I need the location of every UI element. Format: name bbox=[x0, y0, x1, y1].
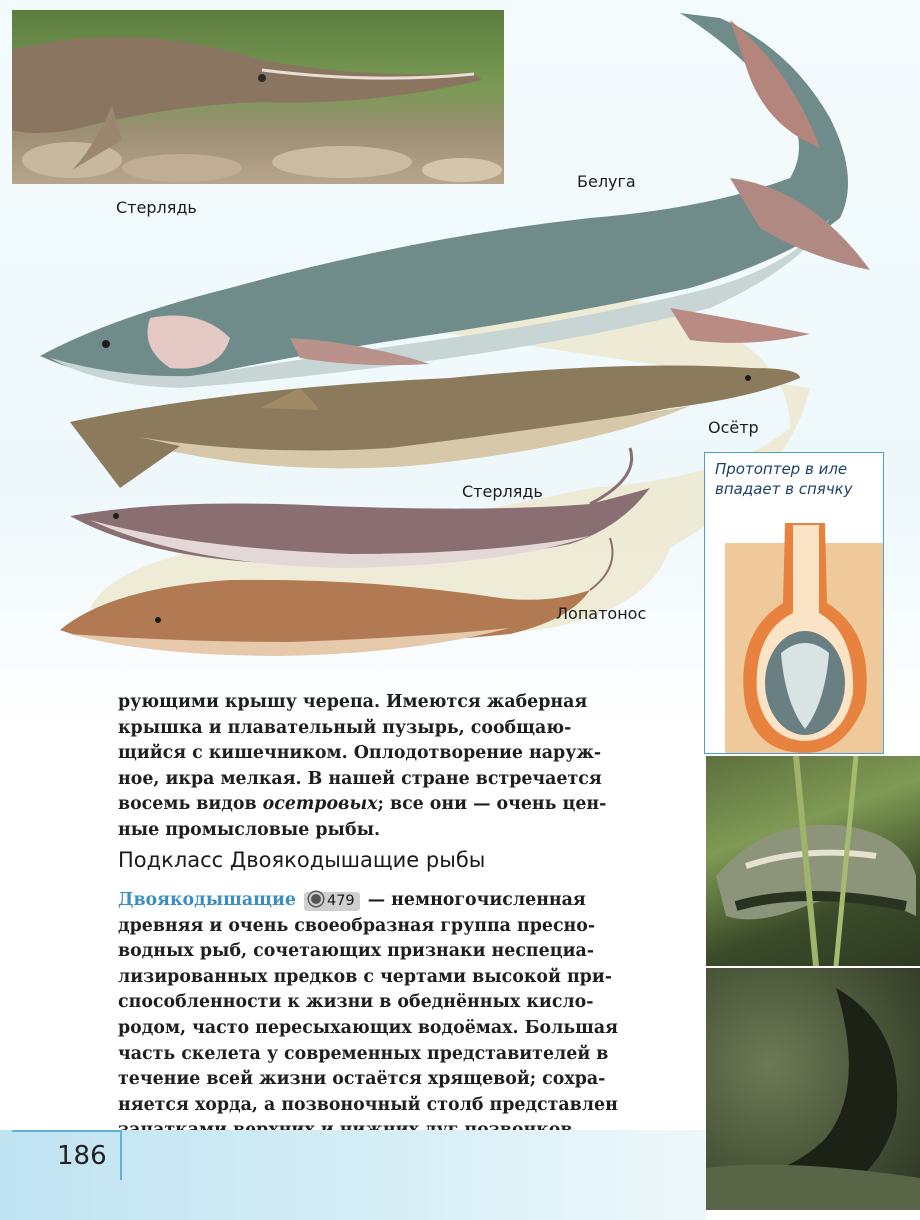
text-line: няется хорда, а позвоночный столб представлен bbox=[118, 1094, 618, 1115]
lungfish-photo bbox=[706, 968, 920, 1210]
burrow-drawing bbox=[705, 503, 883, 753]
text-line: водных рыб, сочетающих признаки неспециа- bbox=[118, 941, 594, 962]
text-line: рующими крышу черепа. Имеются жаберная bbox=[118, 692, 588, 712]
protopterus-caption-line2: впадает в спячку bbox=[715, 480, 853, 498]
text-line: лизированных предков с чертами высокой при- bbox=[118, 966, 612, 987]
text-line bbox=[118, 792, 678, 818]
caption-beluga: Белуга bbox=[577, 172, 636, 191]
term-lungfish: Двоякодышащие bbox=[118, 890, 296, 910]
text-line: часть скелета у современных представителей в bbox=[118, 1043, 609, 1064]
section-title: Подкласс Двоякодышащие рыбы bbox=[118, 848, 486, 872]
protopterus-caption bbox=[715, 459, 853, 499]
text-fragment: восемь видов bbox=[118, 794, 263, 815]
text-fragment: ; все они — очень цен- bbox=[377, 794, 607, 815]
paragraph-sturgeons bbox=[118, 690, 678, 844]
media-icon bbox=[309, 892, 323, 906]
text-line bbox=[118, 888, 678, 914]
page-number: 186 bbox=[57, 1141, 107, 1171]
protopterus-figure bbox=[704, 452, 884, 754]
caption-sterlyad: Стерлядь bbox=[462, 482, 543, 501]
text-line: древняя и очень своеобразная группа пресно- bbox=[118, 915, 596, 936]
lungfish-photo-drawing bbox=[706, 968, 920, 1210]
text-line: течение всей жизни остаётся хрящевой; сохра- bbox=[118, 1069, 606, 1090]
caption-lopatonos: Лопатонос bbox=[556, 604, 647, 623]
media-badge-number: 479 bbox=[326, 893, 355, 909]
text-line: щийся с кишечником. Оплодотворение наруж- bbox=[118, 743, 602, 764]
italic-term: осетровых bbox=[262, 794, 378, 815]
text-line: крышка и плавательный пузырь, сообщаю- bbox=[118, 717, 572, 738]
protopterus-photo bbox=[706, 756, 920, 966]
paragraph-lungfish bbox=[118, 888, 678, 1144]
media-badge[interactable] bbox=[304, 892, 360, 911]
text-line: родом, часто пересыхающих водоёмах. Большая bbox=[118, 1017, 618, 1038]
text-line: способленности к жизни в обеднённых кисло- bbox=[118, 992, 594, 1013]
text-fragment: — немногочисленная bbox=[361, 890, 586, 910]
caption-sterlyad-photo: Стерлядь bbox=[116, 198, 197, 217]
caption-osetr: Осётр bbox=[708, 418, 759, 437]
protopterus-caption-line1: Протоптер в иле bbox=[715, 460, 848, 478]
text-line: ное, икра мелкая. В нашей стране встречается bbox=[118, 768, 602, 789]
protopterus-photo-drawing bbox=[706, 756, 920, 966]
text-line: ные промысловые рыбы. bbox=[118, 819, 381, 840]
